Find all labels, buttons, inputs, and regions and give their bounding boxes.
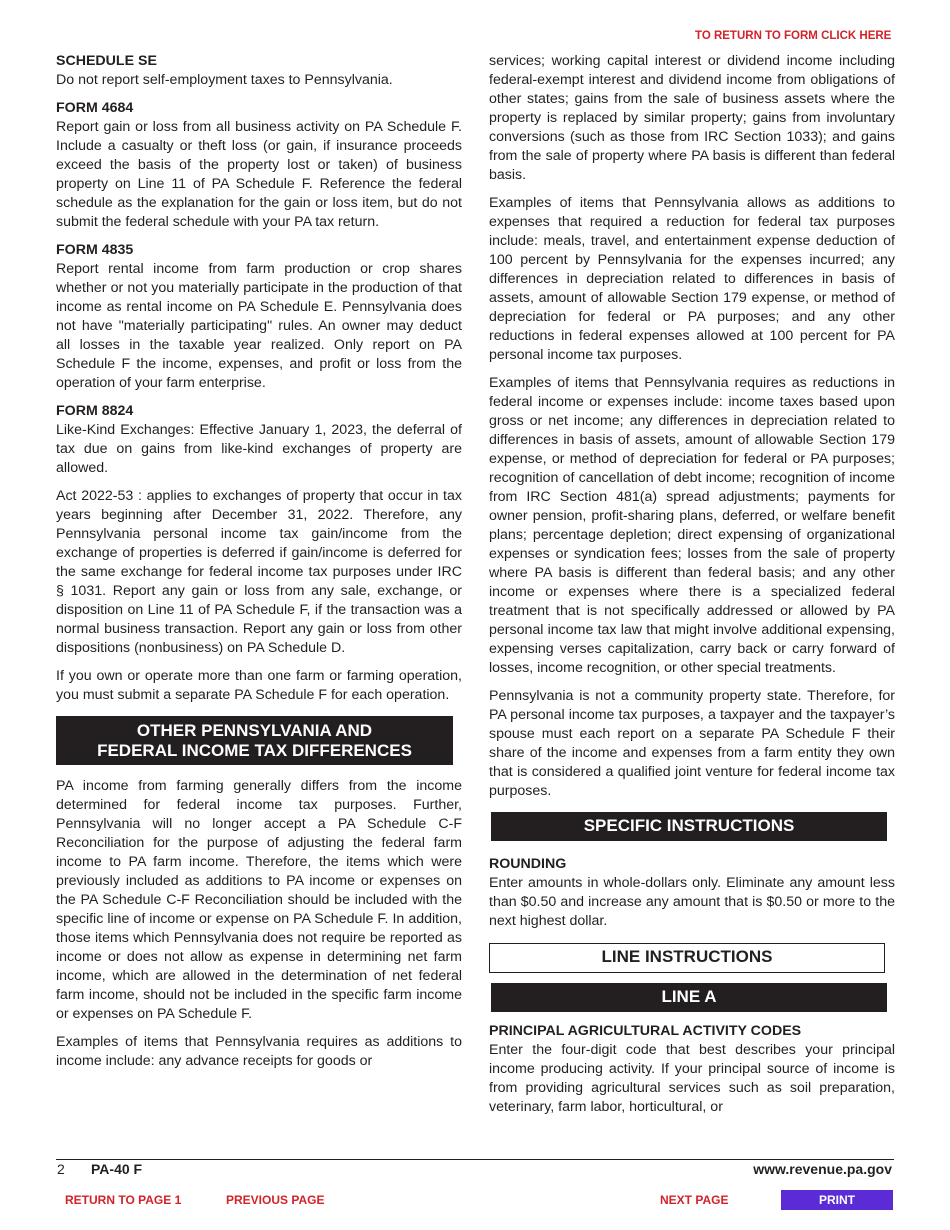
form-identifier: PA-40 F xyxy=(91,1161,143,1177)
act-2022-53-paragraph: Act 2022-53 : applies to exchanges of property that occur in tax years beginning after December 31, 2022. Therefore, any Pennsylvania personal income tax gain/income from the exchange of properties is deferred if gain/income is deferred for the same exchange for federal income tax purposes under IRC § 1031. Report any gain or loss from any sale, exchange, or disposition on Line 11 of PA Schedule F, if the transaction was a normal business transaction. Report any gain or loss from other dispositions (nonbusiness) on PA Schedule D. xyxy=(56,488,462,656)
community-property-paragraph: Pennsylvania is not a community property state. Therefore, for PA personal income tax purposes, a taxpayer and the taxpayer’s spouse must each report on a separate PA Schedule F their share of the income and expenses from a farm entity they own that is considered a qualified joint venture for federal income tax purposes. xyxy=(489,688,895,799)
website-url: www.revenue.pa.gov xyxy=(753,1161,892,1177)
return-to-form-link[interactable]: TO RETURN TO FORM CLICK HERE xyxy=(695,30,892,42)
form-4684-body: Report gain or loss from all business activity on PA Schedule F. Include a casualty or theft loss (or gain, if insurance proceeds exceed the basis of the property lost or taken) of business property on Line 11 of PA Schedule F. Reference the federal schedule as the explanation for the gain or loss item, but do not submit the federal schedule with your PA tax return. xyxy=(56,119,462,230)
footer-divider xyxy=(56,1159,894,1160)
tax-differences-banner-line1: OTHER PENNSYLVANIA AND xyxy=(136,721,373,740)
additions-continued-paragraph: services; working capital interest or dividend income including federal-exempt interest and dividend income from obligations of other states; gains from the sale of business assets where the property is replaced by similar property; gains from involuntary conversions (such as those from IRC Section 1033); and gains from the sale of property where PA basis is different than federal basis. xyxy=(489,53,895,183)
form-4835-heading: FORM 4835 xyxy=(56,242,134,258)
form-8824-body: Like-Kind Exchanges: Effective January 1, 2023, the deferral of tax due on gains from like-kind exchanges of property are allowed. xyxy=(56,422,462,476)
form-4835-body: Report rental income from farm production or crop shares whether or not you materially participate in the production of that income as rental income on PA Schedule E. Pennsylvania does not have "materially participating" rules. An owner may deduct all losses in the taxable year realized. Only report on PA Schedule F the income, expenses, and profit or loss from the operation of your farm enterprise. xyxy=(56,261,462,391)
next-page-link[interactable]: NEXT PAGE xyxy=(660,1193,729,1207)
activity-codes-heading: PRINCIPAL AGRICULTURAL ACTIVITY CODES xyxy=(489,1023,802,1039)
specific-instructions-banner: SPECIFIC INSTRUCTIONS xyxy=(491,812,887,841)
form-4684-heading: FORM 4684 xyxy=(56,100,134,116)
schedule-se-heading: SCHEDULE SE xyxy=(56,53,157,69)
multiple-farms-paragraph: If you own or operate more than one farm or farming operation, you must submit a separate PA Schedule F for each operation. xyxy=(56,668,462,703)
schedule-se-body: Do not report self-employment taxes to Pennsylvania. xyxy=(56,72,393,88)
reductions-paragraph: Examples of items that Pennsylvania requires as reductions in federal income or expenses include: income taxes based upon gross or net income; any differences in depreciation related to differences in basis of assets, amount of allowable Section 179 expense, or method of depreciation for federal or PA purposes; recognition of cancellation of debt income; recognition of income from IRC Section 481(a) spread adjustments; payments for owner pension, profit-sharing plans, deferred, or welfare benefit plans; percentage depletion; direct expensing of organizational expenses or syndication fees; losses from the sale of property where PA basis is different than federal basis; and any other income or expenses where there is a specialized federal treatment that is not specifically addressed or allowed by PA personal income tax law that might involve additional expensing, expensing verses capitalization, carry back or carry forward of losses, income recognition, or other special treatments. xyxy=(489,375,895,676)
activity-codes-body: Enter the four-digit code that best describes your principal income producing activity. If your principal source of income is from providing agricultural services such as soil preparation, veterinary, farm labor, horticultural, or xyxy=(489,1042,895,1115)
rounding-body: Enter amounts in whole-dollars only. Eliminate any amount less than $0.50 and increase any amount that is $0.50 or more to the next highest dollar. xyxy=(489,875,895,929)
return-to-page-1-link[interactable]: RETURN TO PAGE 1 xyxy=(65,1193,182,1207)
form-4835-section xyxy=(56,241,462,393)
additions-to-income-paragraph: Examples of items that Pennsylvania requires as additions to income include: any advance receipts for goods or xyxy=(56,1034,462,1069)
print-button[interactable]: PRINT xyxy=(781,1190,893,1210)
activity-codes-section xyxy=(489,1022,895,1117)
previous-page-link[interactable]: PREVIOUS PAGE xyxy=(226,1193,325,1207)
page-number: 2 xyxy=(57,1161,65,1177)
income-differences-paragraph: PA income from farming generally differs from the income determined for federal income tax purposes. Further, Pennsylvania will no longer accept a PA Schedule C-F Reconciliation for the purpose of adjusting the federal farm income to PA farm income. Therefore, the items which were previously included as additions to PA income or expenses on the PA Schedule C-F Reconciliation should be included with the specific line of income or expense on PA Schedule F. In addition, those items which Pennsylvania does not require be reported as income or does not allow as expense in determining net farm income, which are allowed in the determination of net federal farm income, should not be included in the specific farm income or expenses on PA Schedule F. xyxy=(56,778,462,1022)
line-a-banner: LINE A xyxy=(491,983,887,1012)
additions-to-expenses-paragraph: Examples of items that Pennsylvania allows as additions to expenses that required a reduction for federal tax purposes include: meals, travel, and entertainment expense deduction of 100 percent by Pennsylvania for the expenses incurred; any differences in depreciation related to differences in basis of assets, amount of allowable Section 179 expense, or method of depreciation for federal or PA purposes; and any other reductions in federal expenses allowed at 100 percent for PA personal income tax purposes. xyxy=(489,195,895,363)
rounding-heading: ROUNDING xyxy=(489,856,567,872)
tax-differences-banner xyxy=(56,716,453,765)
form-8824-section xyxy=(56,402,462,478)
form-4684-section xyxy=(56,99,462,232)
left-column xyxy=(56,52,462,1080)
right-column xyxy=(489,52,895,1126)
rounding-section xyxy=(489,855,895,931)
schedule-se-section xyxy=(56,52,462,90)
form-8824-heading: FORM 8824 xyxy=(56,403,134,419)
line-instructions-banner: LINE INSTRUCTIONS xyxy=(489,943,885,973)
tax-differences-banner-line2: FEDERAL INCOME TAX DIFFERENCES xyxy=(97,741,412,760)
